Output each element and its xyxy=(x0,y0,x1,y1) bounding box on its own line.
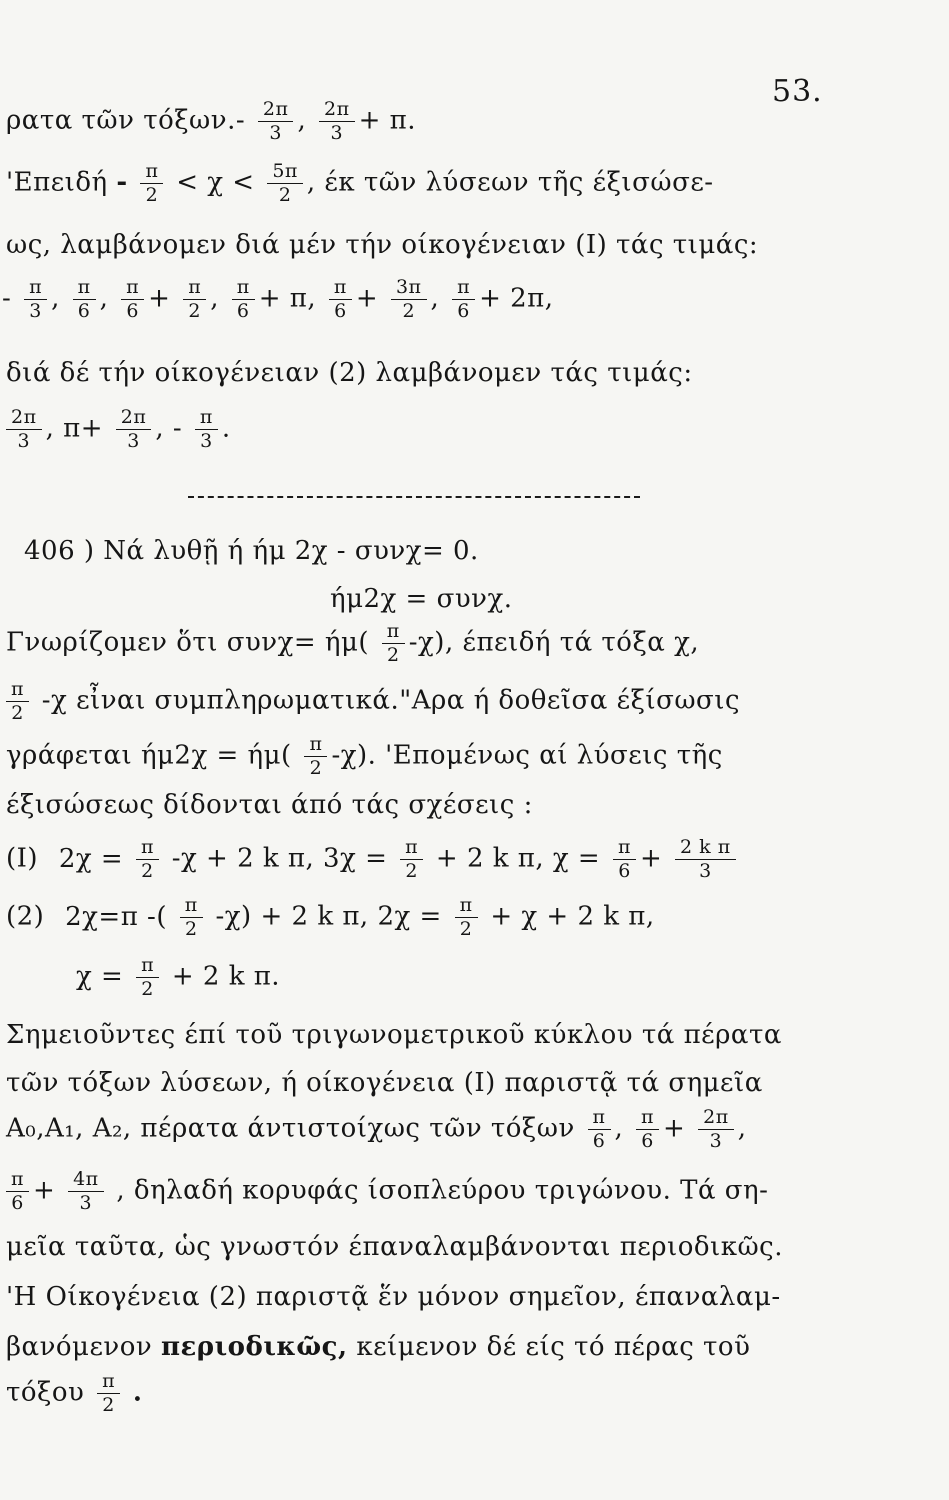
numerator: π xyxy=(136,956,159,978)
fraction xyxy=(329,278,352,321)
text-line: Σημειοῦντες έπί τοῦ τριγωνομετρικοῦ κύκλου τά πέρατα xyxy=(6,1020,782,1050)
denominator: 6 xyxy=(618,860,631,882)
numerator: 2π xyxy=(319,100,355,122)
emphasized-text: περιοδικῶς, xyxy=(160,1332,348,1362)
denominator: 2 xyxy=(141,860,154,882)
line-text: , δηλαδή κορυφάς ίσοπλεύρου τριγώνου. Τά ση- xyxy=(116,1175,769,1206)
denominator: 2 xyxy=(309,757,323,779)
numerator: π xyxy=(180,896,203,918)
problem-statement: 406 ) Νά λυθῇ ή ήμ 2χ - συνχ= 0. xyxy=(24,536,479,566)
numerator: π xyxy=(452,278,475,300)
fraction xyxy=(24,278,47,321)
line-text: , έκ τῶν λύσεων τῆς έξισώσε- xyxy=(306,167,714,198)
fraction xyxy=(391,278,427,321)
denominator: 6 xyxy=(334,300,347,322)
numerator: π xyxy=(140,162,163,184)
numerator: π xyxy=(304,735,327,757)
fraction xyxy=(6,680,29,723)
line-text: ρατα τῶν τόξων.- xyxy=(6,105,246,136)
line-text: . xyxy=(221,413,231,444)
text-line: έξισώσεως δίδονται άπό τάς σχέσεις : xyxy=(6,790,533,820)
fraction xyxy=(68,1170,104,1213)
line-text: τόξου xyxy=(6,1377,85,1408)
fraction xyxy=(267,162,303,205)
fraction xyxy=(675,838,736,881)
text-line: τῶν τόξων λύσεων, ή οίκογένεια (I) παριστᾷ τά σημεῖα xyxy=(6,1068,763,1098)
line-text: -χ + 2 k π, 3χ = xyxy=(171,843,388,874)
fraction xyxy=(97,1372,120,1415)
line-text: γράφεται ήμ2χ = ήμ( xyxy=(6,740,292,771)
denominator: 2 xyxy=(402,300,416,322)
fraction xyxy=(136,838,159,881)
line-text: -χ), έπειδή τά τόξα χ, xyxy=(408,627,700,658)
numerator: 2 k π xyxy=(675,838,736,860)
fraction xyxy=(116,408,152,451)
numerator: π xyxy=(588,1108,611,1130)
text-line xyxy=(6,162,714,205)
numerator: π xyxy=(400,838,423,860)
numerator: π xyxy=(183,278,206,300)
numerator: π xyxy=(121,278,144,300)
fraction xyxy=(195,408,218,451)
line-text: 2χ=π -( xyxy=(65,901,167,932)
fraction xyxy=(304,735,327,778)
fraction xyxy=(258,100,294,143)
line-text: + 2 k π. xyxy=(171,961,281,992)
denominator: 2 xyxy=(11,702,24,724)
text-line: 'Η Οίκογένεια (2) παριστᾷ ἕν μόνον σημεῖον, έπαναλαμ- xyxy=(6,1282,781,1312)
numerator: 2π xyxy=(698,1108,734,1130)
text-line xyxy=(6,1332,750,1362)
text-line xyxy=(2,278,554,321)
line-text: -χ) + 2 k π, 2χ = xyxy=(215,901,442,932)
denominator: 6 xyxy=(641,1130,654,1152)
numerator: 4π xyxy=(68,1170,104,1192)
equation-line xyxy=(6,896,655,939)
denominator: 2 xyxy=(386,644,400,666)
text-line xyxy=(6,622,699,665)
text-line: ως, λαμβάνομεν διά μέν τήν οίκογένειαν (I) τάς τιμάς: xyxy=(6,230,759,260)
fraction xyxy=(183,278,206,321)
separator: , xyxy=(430,283,440,314)
fraction xyxy=(6,408,42,451)
text-line xyxy=(2,680,740,723)
denominator: 3 xyxy=(127,430,140,452)
line-text: Γνωρίζομεν ὅτι συνχ= ήμ( xyxy=(6,627,369,658)
section-divider xyxy=(188,496,640,498)
denominator: 2 xyxy=(102,1394,115,1416)
denominator: 6 xyxy=(236,300,250,322)
line-text: χ = xyxy=(552,843,601,874)
denominator: 3 xyxy=(269,122,282,144)
numerator: 2π xyxy=(258,100,294,122)
text-line xyxy=(2,408,231,451)
text-line xyxy=(6,735,723,778)
numerator: 2π xyxy=(6,408,42,430)
fraction xyxy=(698,1108,734,1151)
fraction xyxy=(73,278,96,321)
text-line: μεῖα ταῦτα, ὡς γνωστόν έπαναλαμβάνονται περιοδικῶς. xyxy=(6,1232,784,1262)
case-label: (I) xyxy=(6,843,39,874)
numerator: π xyxy=(6,1170,29,1192)
plus-sign: + xyxy=(148,283,171,314)
fraction xyxy=(180,896,203,939)
fraction xyxy=(140,162,163,205)
line-text: , π+ xyxy=(45,413,103,444)
line-text: 'Επειδή xyxy=(6,167,108,198)
minus-sign: - xyxy=(116,167,128,198)
fraction xyxy=(636,1108,659,1151)
fraction xyxy=(455,896,478,939)
denominator: 2 xyxy=(459,918,473,940)
denominator: 3 xyxy=(17,430,31,452)
line-text: κείμενον δέ είς τό πέρας τοῦ xyxy=(356,1332,751,1362)
numerator: 2π xyxy=(116,408,152,430)
denominator: 2 xyxy=(405,860,418,882)
line-text: < χ < xyxy=(176,167,255,198)
fraction xyxy=(588,1108,611,1151)
denominator: 6 xyxy=(11,1192,24,1214)
fraction xyxy=(382,622,405,665)
denominator: 2 xyxy=(188,300,201,322)
text-line xyxy=(6,100,416,143)
fraction xyxy=(232,278,255,321)
numerator: π xyxy=(613,838,636,860)
equation-line xyxy=(76,956,280,999)
numerator: π xyxy=(73,278,96,300)
minus-sign: - xyxy=(2,283,12,314)
line-text: . xyxy=(132,1377,143,1408)
line-text: A₀,A₁, A₂, πέρατα άντιστοίχως τῶν τόξων xyxy=(6,1113,575,1144)
separator: , xyxy=(737,1113,747,1144)
fraction xyxy=(400,838,423,881)
numerator: π xyxy=(6,680,29,702)
line-text: + π, xyxy=(258,283,317,314)
numerator: π xyxy=(636,1108,659,1130)
separator: , xyxy=(210,283,219,314)
separator: , xyxy=(297,105,307,136)
fraction xyxy=(121,278,144,321)
numerator: π xyxy=(329,278,352,300)
fraction xyxy=(319,100,355,143)
fraction xyxy=(613,838,636,881)
case-label: (2) xyxy=(6,901,45,932)
numerator: 5π xyxy=(267,162,303,184)
denominator: 3 xyxy=(79,1192,93,1214)
numerator: π xyxy=(232,278,255,300)
denominator: 6 xyxy=(592,1130,606,1152)
page-number: 53. xyxy=(772,74,823,109)
denominator: 3 xyxy=(29,300,42,322)
numerator: π xyxy=(136,838,159,860)
denominator: 3 xyxy=(200,430,213,452)
equation-line xyxy=(6,838,740,881)
denominator: 3 xyxy=(699,860,712,882)
text-line xyxy=(6,1108,746,1151)
text-line xyxy=(2,1170,768,1213)
denominator: 6 xyxy=(457,300,470,322)
fraction xyxy=(136,956,159,999)
numerator: π xyxy=(455,896,478,918)
numerator: π xyxy=(382,622,405,644)
separator: , xyxy=(99,283,109,314)
plus-sign: + xyxy=(639,843,663,874)
numerator: π xyxy=(195,408,218,430)
denominator: 2 xyxy=(184,918,198,940)
numerator: π xyxy=(97,1372,120,1394)
plus-sign: + xyxy=(33,1175,56,1206)
line-text: -χ). 'Επομένως αί λύσεις τῆς xyxy=(331,740,723,771)
separator: , xyxy=(614,1113,624,1144)
text-line xyxy=(6,1372,142,1415)
line-text: + χ + 2 k π, xyxy=(490,901,655,932)
text-line: ήμ2χ = συνχ. xyxy=(330,584,513,614)
text-line: διά δέ τήν οίκογένειαν (2) λαμβάνομεν τάς τιμάς: xyxy=(6,358,693,388)
denominator: 3 xyxy=(330,122,344,144)
plus-sign: + xyxy=(663,1113,686,1144)
plus-sign: + xyxy=(355,283,379,314)
denominator: 2 xyxy=(141,978,154,1000)
numerator: π xyxy=(24,278,47,300)
denominator: 2 xyxy=(145,184,159,206)
line-text: 2χ = xyxy=(58,843,124,874)
line-text: -χ εἶναι συμπληρωματικά."Αρα ή δοθεῖσα έξίσωσις xyxy=(41,685,741,716)
numerator: 3π xyxy=(391,278,427,300)
line-text: + 2 k π, xyxy=(435,843,545,874)
line-text: , - xyxy=(155,413,183,444)
line-text: βανόμενον xyxy=(6,1332,153,1362)
denominator: 6 xyxy=(126,300,139,322)
line-text: χ = xyxy=(76,961,124,992)
fraction xyxy=(452,278,475,321)
denominator: 3 xyxy=(709,1130,723,1152)
separator: , xyxy=(51,283,60,314)
line-text: + 2π, xyxy=(479,283,554,314)
fraction xyxy=(6,1170,29,1213)
denominator: 6 xyxy=(77,300,91,322)
line-text: + π. xyxy=(358,105,416,136)
denominator: 2 xyxy=(278,184,292,206)
